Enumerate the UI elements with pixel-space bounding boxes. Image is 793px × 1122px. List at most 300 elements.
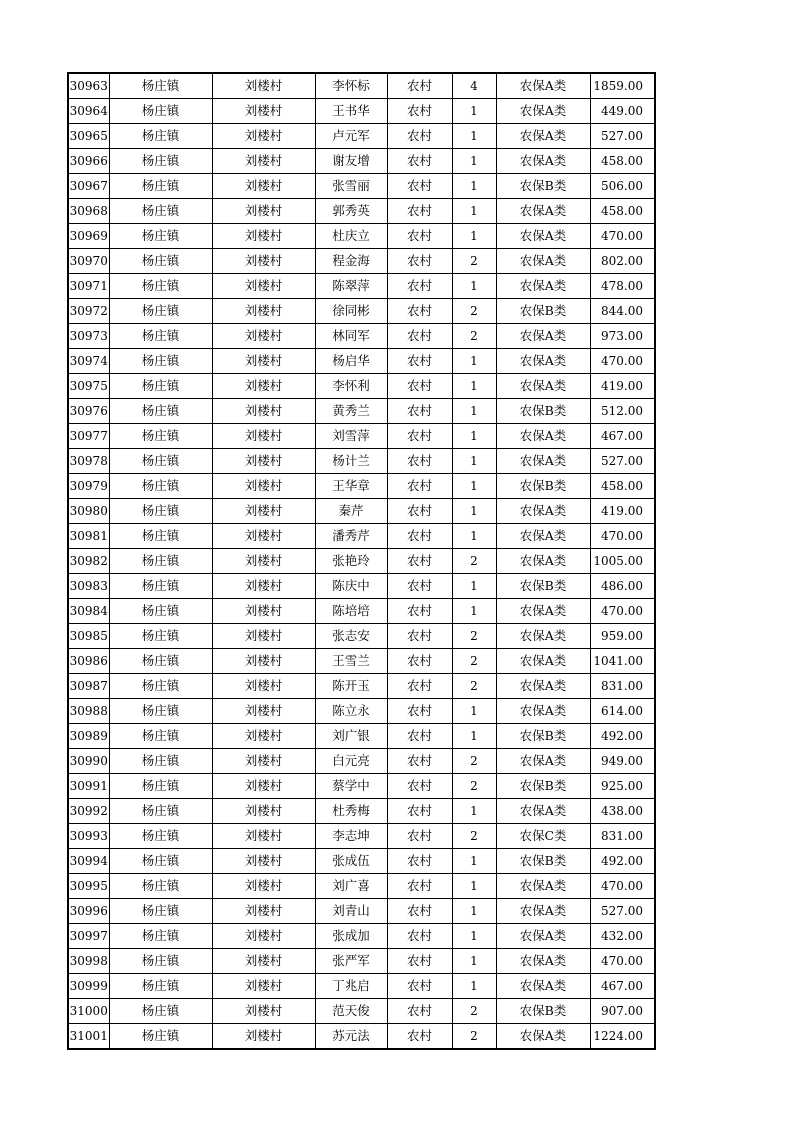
cell-town: 杨庄镇 — [109, 599, 212, 624]
cell-household-type: 农村 — [387, 474, 452, 499]
cell-insurance-category: 农保A类 — [496, 499, 590, 524]
cell-town: 杨庄镇 — [109, 674, 212, 699]
table-row — [68, 724, 655, 749]
cell-member-count: 2 — [452, 249, 496, 274]
cell-name: 王华章 — [315, 474, 387, 499]
cell-name: 陈翠萍 — [315, 274, 387, 299]
cell-amount: 470.00 — [590, 349, 655, 374]
cell-amount: 419.00 — [590, 374, 655, 399]
cell-town: 杨庄镇 — [109, 699, 212, 724]
cell-household-type: 农村 — [387, 149, 452, 174]
cell-insurance-category: 农保C类 — [496, 824, 590, 849]
table-row — [68, 199, 655, 224]
cell-village: 刘楼村 — [212, 799, 315, 824]
table-row — [68, 699, 655, 724]
cell-town: 杨庄镇 — [109, 174, 212, 199]
cell-record-id: 30984 — [68, 599, 109, 624]
cell-village: 刘楼村 — [212, 999, 315, 1024]
cell-amount: 467.00 — [590, 424, 655, 449]
cell-name: 程金海 — [315, 249, 387, 274]
cell-insurance-category: 农保A类 — [496, 524, 590, 549]
cell-insurance-category: 农保A类 — [496, 899, 590, 924]
cell-town: 杨庄镇 — [109, 924, 212, 949]
cell-amount: 449.00 — [590, 99, 655, 124]
table-row — [68, 524, 655, 549]
cell-amount: 470.00 — [590, 224, 655, 249]
cell-town: 杨庄镇 — [109, 124, 212, 149]
cell-member-count: 2 — [452, 649, 496, 674]
cell-record-id: 30965 — [68, 124, 109, 149]
cell-town: 杨庄镇 — [109, 574, 212, 599]
cell-town: 杨庄镇 — [109, 1024, 212, 1050]
cell-town: 杨庄镇 — [109, 874, 212, 899]
table-row — [68, 399, 655, 424]
cell-insurance-category: 农保A类 — [496, 674, 590, 699]
table-row — [68, 649, 655, 674]
cell-town: 杨庄镇 — [109, 724, 212, 749]
cell-village: 刘楼村 — [212, 849, 315, 874]
cell-town: 杨庄镇 — [109, 749, 212, 774]
cell-village: 刘楼村 — [212, 424, 315, 449]
cell-name: 王书华 — [315, 99, 387, 124]
cell-name: 陈庆中 — [315, 574, 387, 599]
cell-household-type: 农村 — [387, 299, 452, 324]
cell-record-id: 30974 — [68, 349, 109, 374]
table-row — [68, 124, 655, 149]
cell-member-count: 1 — [452, 799, 496, 824]
cell-name: 林同军 — [315, 324, 387, 349]
table-row — [68, 224, 655, 249]
cell-insurance-category: 农保B类 — [496, 774, 590, 799]
cell-village: 刘楼村 — [212, 649, 315, 674]
cell-name: 徐同彬 — [315, 299, 387, 324]
cell-village: 刘楼村 — [212, 924, 315, 949]
cell-member-count: 2 — [452, 774, 496, 799]
cell-village: 刘楼村 — [212, 449, 315, 474]
cell-member-count: 1 — [452, 849, 496, 874]
cell-amount: 844.00 — [590, 299, 655, 324]
cell-village: 刘楼村 — [212, 774, 315, 799]
cell-member-count: 1 — [452, 99, 496, 124]
cell-household-type: 农村 — [387, 524, 452, 549]
cell-amount: 470.00 — [590, 524, 655, 549]
cell-town: 杨庄镇 — [109, 499, 212, 524]
cell-town: 杨庄镇 — [109, 399, 212, 424]
cell-insurance-category: 农保A类 — [496, 124, 590, 149]
cell-record-id: 30992 — [68, 799, 109, 824]
cell-household-type: 农村 — [387, 849, 452, 874]
cell-insurance-category: 农保A类 — [496, 949, 590, 974]
cell-amount: 959.00 — [590, 624, 655, 649]
cell-member-count: 1 — [452, 149, 496, 174]
cell-household-type: 农村 — [387, 73, 452, 99]
cell-town: 杨庄镇 — [109, 524, 212, 549]
cell-household-type: 农村 — [387, 724, 452, 749]
cell-amount: 432.00 — [590, 924, 655, 949]
cell-name: 王雪兰 — [315, 649, 387, 674]
cell-village: 刘楼村 — [212, 1024, 315, 1050]
cell-name: 刘广银 — [315, 724, 387, 749]
cell-town: 杨庄镇 — [109, 274, 212, 299]
cell-member-count: 1 — [452, 949, 496, 974]
cell-member-count: 2 — [452, 749, 496, 774]
cell-member-count: 1 — [452, 449, 496, 474]
cell-village: 刘楼村 — [212, 299, 315, 324]
cell-village: 刘楼村 — [212, 899, 315, 924]
cell-member-count: 1 — [452, 524, 496, 549]
table-row — [68, 1024, 655, 1050]
cell-amount: 438.00 — [590, 799, 655, 824]
cell-household-type: 农村 — [387, 824, 452, 849]
cell-record-id: 30975 — [68, 374, 109, 399]
cell-village: 刘楼村 — [212, 474, 315, 499]
cell-insurance-category: 农保B类 — [496, 474, 590, 499]
cell-town: 杨庄镇 — [109, 549, 212, 574]
cell-record-id: 30998 — [68, 949, 109, 974]
cell-household-type: 农村 — [387, 874, 452, 899]
cell-name: 白元亮 — [315, 749, 387, 774]
cell-household-type: 农村 — [387, 424, 452, 449]
table-row — [68, 549, 655, 574]
cell-record-id: 30976 — [68, 399, 109, 424]
cell-record-id: 30981 — [68, 524, 109, 549]
cell-name: 谢友增 — [315, 149, 387, 174]
table-row — [68, 424, 655, 449]
cell-household-type: 农村 — [387, 174, 452, 199]
cell-household-type: 农村 — [387, 674, 452, 699]
cell-amount: 486.00 — [590, 574, 655, 599]
cell-town: 杨庄镇 — [109, 624, 212, 649]
cell-household-type: 农村 — [387, 599, 452, 624]
cell-amount: 1859.00 — [590, 73, 655, 99]
cell-record-id: 30972 — [68, 299, 109, 324]
cell-insurance-category: 农保A类 — [496, 924, 590, 949]
cell-member-count: 2 — [452, 299, 496, 324]
cell-amount: 492.00 — [590, 849, 655, 874]
cell-town: 杨庄镇 — [109, 799, 212, 824]
cell-insurance-category: 农保B类 — [496, 574, 590, 599]
cell-town: 杨庄镇 — [109, 324, 212, 349]
cell-household-type: 农村 — [387, 549, 452, 574]
cell-town: 杨庄镇 — [109, 774, 212, 799]
cell-record-id: 30983 — [68, 574, 109, 599]
cell-household-type: 农村 — [387, 199, 452, 224]
cell-record-id: 31001 — [68, 1024, 109, 1050]
cell-village: 刘楼村 — [212, 399, 315, 424]
cell-record-id: 30967 — [68, 174, 109, 199]
cell-village: 刘楼村 — [212, 949, 315, 974]
roster-body — [68, 73, 655, 1049]
cell-insurance-category: 农保A类 — [496, 549, 590, 574]
cell-member-count: 1 — [452, 874, 496, 899]
cell-town: 杨庄镇 — [109, 374, 212, 399]
cell-record-id: 30994 — [68, 849, 109, 874]
cell-insurance-category: 农保A类 — [496, 749, 590, 774]
cell-village: 刘楼村 — [212, 274, 315, 299]
cell-village: 刘楼村 — [212, 99, 315, 124]
cell-insurance-category: 农保B类 — [496, 849, 590, 874]
cell-record-id: 30973 — [68, 324, 109, 349]
cell-amount: 478.00 — [590, 274, 655, 299]
cell-record-id: 30997 — [68, 924, 109, 949]
cell-town: 杨庄镇 — [109, 99, 212, 124]
cell-member-count: 1 — [452, 274, 496, 299]
cell-household-type: 农村 — [387, 1024, 452, 1050]
cell-household-type: 农村 — [387, 399, 452, 424]
table-row — [68, 899, 655, 924]
table-row — [68, 924, 655, 949]
cell-record-id: 30995 — [68, 874, 109, 899]
cell-member-count: 2 — [452, 324, 496, 349]
cell-town: 杨庄镇 — [109, 449, 212, 474]
cell-name: 杨启华 — [315, 349, 387, 374]
cell-name: 李志坤 — [315, 824, 387, 849]
cell-household-type: 农村 — [387, 449, 452, 474]
cell-record-id: 30978 — [68, 449, 109, 474]
cell-insurance-category: 农保A类 — [496, 249, 590, 274]
cell-insurance-category: 农保B类 — [496, 299, 590, 324]
cell-member-count: 4 — [452, 73, 496, 99]
cell-name: 张成伍 — [315, 849, 387, 874]
cell-insurance-category: 农保A类 — [496, 374, 590, 399]
cell-amount: 949.00 — [590, 749, 655, 774]
cell-name: 张严军 — [315, 949, 387, 974]
cell-amount: 458.00 — [590, 474, 655, 499]
cell-name: 苏元法 — [315, 1024, 387, 1050]
cell-member-count: 1 — [452, 474, 496, 499]
cell-household-type: 农村 — [387, 274, 452, 299]
table-row — [68, 449, 655, 474]
cell-record-id: 30986 — [68, 649, 109, 674]
cell-member-count: 1 — [452, 374, 496, 399]
cell-insurance-category: 农保A类 — [496, 624, 590, 649]
cell-name: 张艳玲 — [315, 549, 387, 574]
cell-village: 刘楼村 — [212, 149, 315, 174]
cell-insurance-category: 农保A类 — [496, 149, 590, 174]
table-row — [68, 349, 655, 374]
cell-insurance-category: 农保A类 — [496, 99, 590, 124]
cell-village: 刘楼村 — [212, 724, 315, 749]
cell-town: 杨庄镇 — [109, 649, 212, 674]
cell-amount: 831.00 — [590, 824, 655, 849]
cell-town: 杨庄镇 — [109, 999, 212, 1024]
cell-household-type: 农村 — [387, 949, 452, 974]
table-row — [68, 324, 655, 349]
cell-insurance-category: 农保A类 — [496, 1024, 590, 1050]
cell-member-count: 1 — [452, 724, 496, 749]
cell-member-count: 2 — [452, 824, 496, 849]
cell-insurance-category: 农保A类 — [496, 199, 590, 224]
cell-member-count: 2 — [452, 674, 496, 699]
cell-member-count: 1 — [452, 349, 496, 374]
cell-household-type: 农村 — [387, 499, 452, 524]
cell-member-count: 1 — [452, 599, 496, 624]
cell-amount: 1224.00 — [590, 1024, 655, 1050]
cell-household-type: 农村 — [387, 924, 452, 949]
cell-name: 秦芹 — [315, 499, 387, 524]
cell-name: 杜庆立 — [315, 224, 387, 249]
cell-member-count: 1 — [452, 924, 496, 949]
cell-record-id: 30991 — [68, 774, 109, 799]
cell-name: 陈立永 — [315, 699, 387, 724]
cell-village: 刘楼村 — [212, 374, 315, 399]
cell-name: 蔡学中 — [315, 774, 387, 799]
cell-name: 范天俊 — [315, 999, 387, 1024]
cell-amount: 1005.00 — [590, 549, 655, 574]
cell-village: 刘楼村 — [212, 749, 315, 774]
cell-name: 李怀标 — [315, 73, 387, 99]
table-row — [68, 274, 655, 299]
cell-town: 杨庄镇 — [109, 224, 212, 249]
cell-town: 杨庄镇 — [109, 824, 212, 849]
table-row — [68, 749, 655, 774]
cell-insurance-category: 农保A类 — [496, 599, 590, 624]
cell-village: 刘楼村 — [212, 349, 315, 374]
cell-member-count: 2 — [452, 1024, 496, 1050]
cell-village: 刘楼村 — [212, 124, 315, 149]
cell-name: 黄秀兰 — [315, 399, 387, 424]
cell-record-id: 30977 — [68, 424, 109, 449]
cell-name: 刘广喜 — [315, 874, 387, 899]
cell-member-count: 1 — [452, 199, 496, 224]
cell-insurance-category: 农保A类 — [496, 874, 590, 899]
cell-village: 刘楼村 — [212, 324, 315, 349]
cell-household-type: 农村 — [387, 649, 452, 674]
cell-record-id: 30964 — [68, 99, 109, 124]
cell-household-type: 农村 — [387, 124, 452, 149]
cell-village: 刘楼村 — [212, 549, 315, 574]
cell-amount: 512.00 — [590, 399, 655, 424]
cell-town: 杨庄镇 — [109, 424, 212, 449]
cell-insurance-category: 农保A类 — [496, 449, 590, 474]
cell-village: 刘楼村 — [212, 73, 315, 99]
table-row — [68, 824, 655, 849]
cell-record-id: 31000 — [68, 999, 109, 1024]
cell-name: 丁兆启 — [315, 974, 387, 999]
cell-record-id: 30966 — [68, 149, 109, 174]
cell-amount: 802.00 — [590, 249, 655, 274]
cell-amount: 470.00 — [590, 949, 655, 974]
table-row — [68, 949, 655, 974]
cell-member-count: 2 — [452, 999, 496, 1024]
cell-household-type: 农村 — [387, 224, 452, 249]
cell-name: 郭秀英 — [315, 199, 387, 224]
table-row — [68, 874, 655, 899]
cell-insurance-category: 农保A类 — [496, 324, 590, 349]
cell-household-type: 农村 — [387, 899, 452, 924]
cell-name: 张成加 — [315, 924, 387, 949]
cell-amount: 506.00 — [590, 174, 655, 199]
cell-name: 杨计兰 — [315, 449, 387, 474]
cell-household-type: 农村 — [387, 999, 452, 1024]
cell-household-type: 农村 — [387, 624, 452, 649]
cell-village: 刘楼村 — [212, 624, 315, 649]
cell-amount: 925.00 — [590, 774, 655, 799]
table-row — [68, 599, 655, 624]
cell-record-id: 30996 — [68, 899, 109, 924]
cell-village: 刘楼村 — [212, 199, 315, 224]
cell-record-id: 30979 — [68, 474, 109, 499]
table-row — [68, 499, 655, 524]
cell-household-type: 农村 — [387, 699, 452, 724]
cell-town: 杨庄镇 — [109, 949, 212, 974]
cell-village: 刘楼村 — [212, 824, 315, 849]
cell-member-count: 2 — [452, 549, 496, 574]
cell-member-count: 1 — [452, 174, 496, 199]
cell-insurance-category: 农保B类 — [496, 399, 590, 424]
table-row — [68, 474, 655, 499]
cell-record-id: 30969 — [68, 224, 109, 249]
cell-record-id: 30982 — [68, 549, 109, 574]
cell-name: 刘青山 — [315, 899, 387, 924]
table-row — [68, 774, 655, 799]
cell-household-type: 农村 — [387, 774, 452, 799]
table-row — [68, 999, 655, 1024]
cell-amount: 458.00 — [590, 149, 655, 174]
cell-insurance-category: 农保A类 — [496, 799, 590, 824]
cell-name: 李怀利 — [315, 374, 387, 399]
cell-village: 刘楼村 — [212, 249, 315, 274]
cell-amount: 467.00 — [590, 974, 655, 999]
cell-name: 卢元军 — [315, 124, 387, 149]
table-row — [68, 849, 655, 874]
cell-amount: 470.00 — [590, 874, 655, 899]
cell-amount: 831.00 — [590, 674, 655, 699]
cell-member-count: 2 — [452, 624, 496, 649]
cell-name: 陈培培 — [315, 599, 387, 624]
cell-name: 杜秀梅 — [315, 799, 387, 824]
cell-village: 刘楼村 — [212, 674, 315, 699]
table-row — [68, 249, 655, 274]
cell-record-id: 30987 — [68, 674, 109, 699]
cell-amount: 907.00 — [590, 999, 655, 1024]
cell-town: 杨庄镇 — [109, 249, 212, 274]
roster-table — [67, 72, 656, 1050]
cell-amount: 419.00 — [590, 499, 655, 524]
table-row — [68, 799, 655, 824]
cell-household-type: 农村 — [387, 99, 452, 124]
table-row — [68, 624, 655, 649]
cell-record-id: 30968 — [68, 199, 109, 224]
cell-amount: 614.00 — [590, 699, 655, 724]
cell-insurance-category: 农保A类 — [496, 224, 590, 249]
cell-amount: 458.00 — [590, 199, 655, 224]
cell-insurance-category: 农保B类 — [496, 999, 590, 1024]
cell-member-count: 1 — [452, 124, 496, 149]
cell-amount: 527.00 — [590, 449, 655, 474]
cell-town: 杨庄镇 — [109, 849, 212, 874]
cell-record-id: 30993 — [68, 824, 109, 849]
cell-member-count: 1 — [452, 899, 496, 924]
cell-member-count: 1 — [452, 499, 496, 524]
cell-village: 刘楼村 — [212, 874, 315, 899]
cell-village: 刘楼村 — [212, 699, 315, 724]
cell-record-id: 30988 — [68, 699, 109, 724]
cell-insurance-category: 农保B类 — [496, 724, 590, 749]
cell-insurance-category: 农保A类 — [496, 424, 590, 449]
cell-name: 刘雪萍 — [315, 424, 387, 449]
cell-household-type: 农村 — [387, 249, 452, 274]
cell-village: 刘楼村 — [212, 174, 315, 199]
cell-household-type: 农村 — [387, 324, 452, 349]
cell-town: 杨庄镇 — [109, 899, 212, 924]
cell-record-id: 30985 — [68, 624, 109, 649]
table-row — [68, 149, 655, 174]
cell-amount: 470.00 — [590, 599, 655, 624]
cell-village: 刘楼村 — [212, 224, 315, 249]
cell-town: 杨庄镇 — [109, 299, 212, 324]
cell-name: 张雪丽 — [315, 174, 387, 199]
